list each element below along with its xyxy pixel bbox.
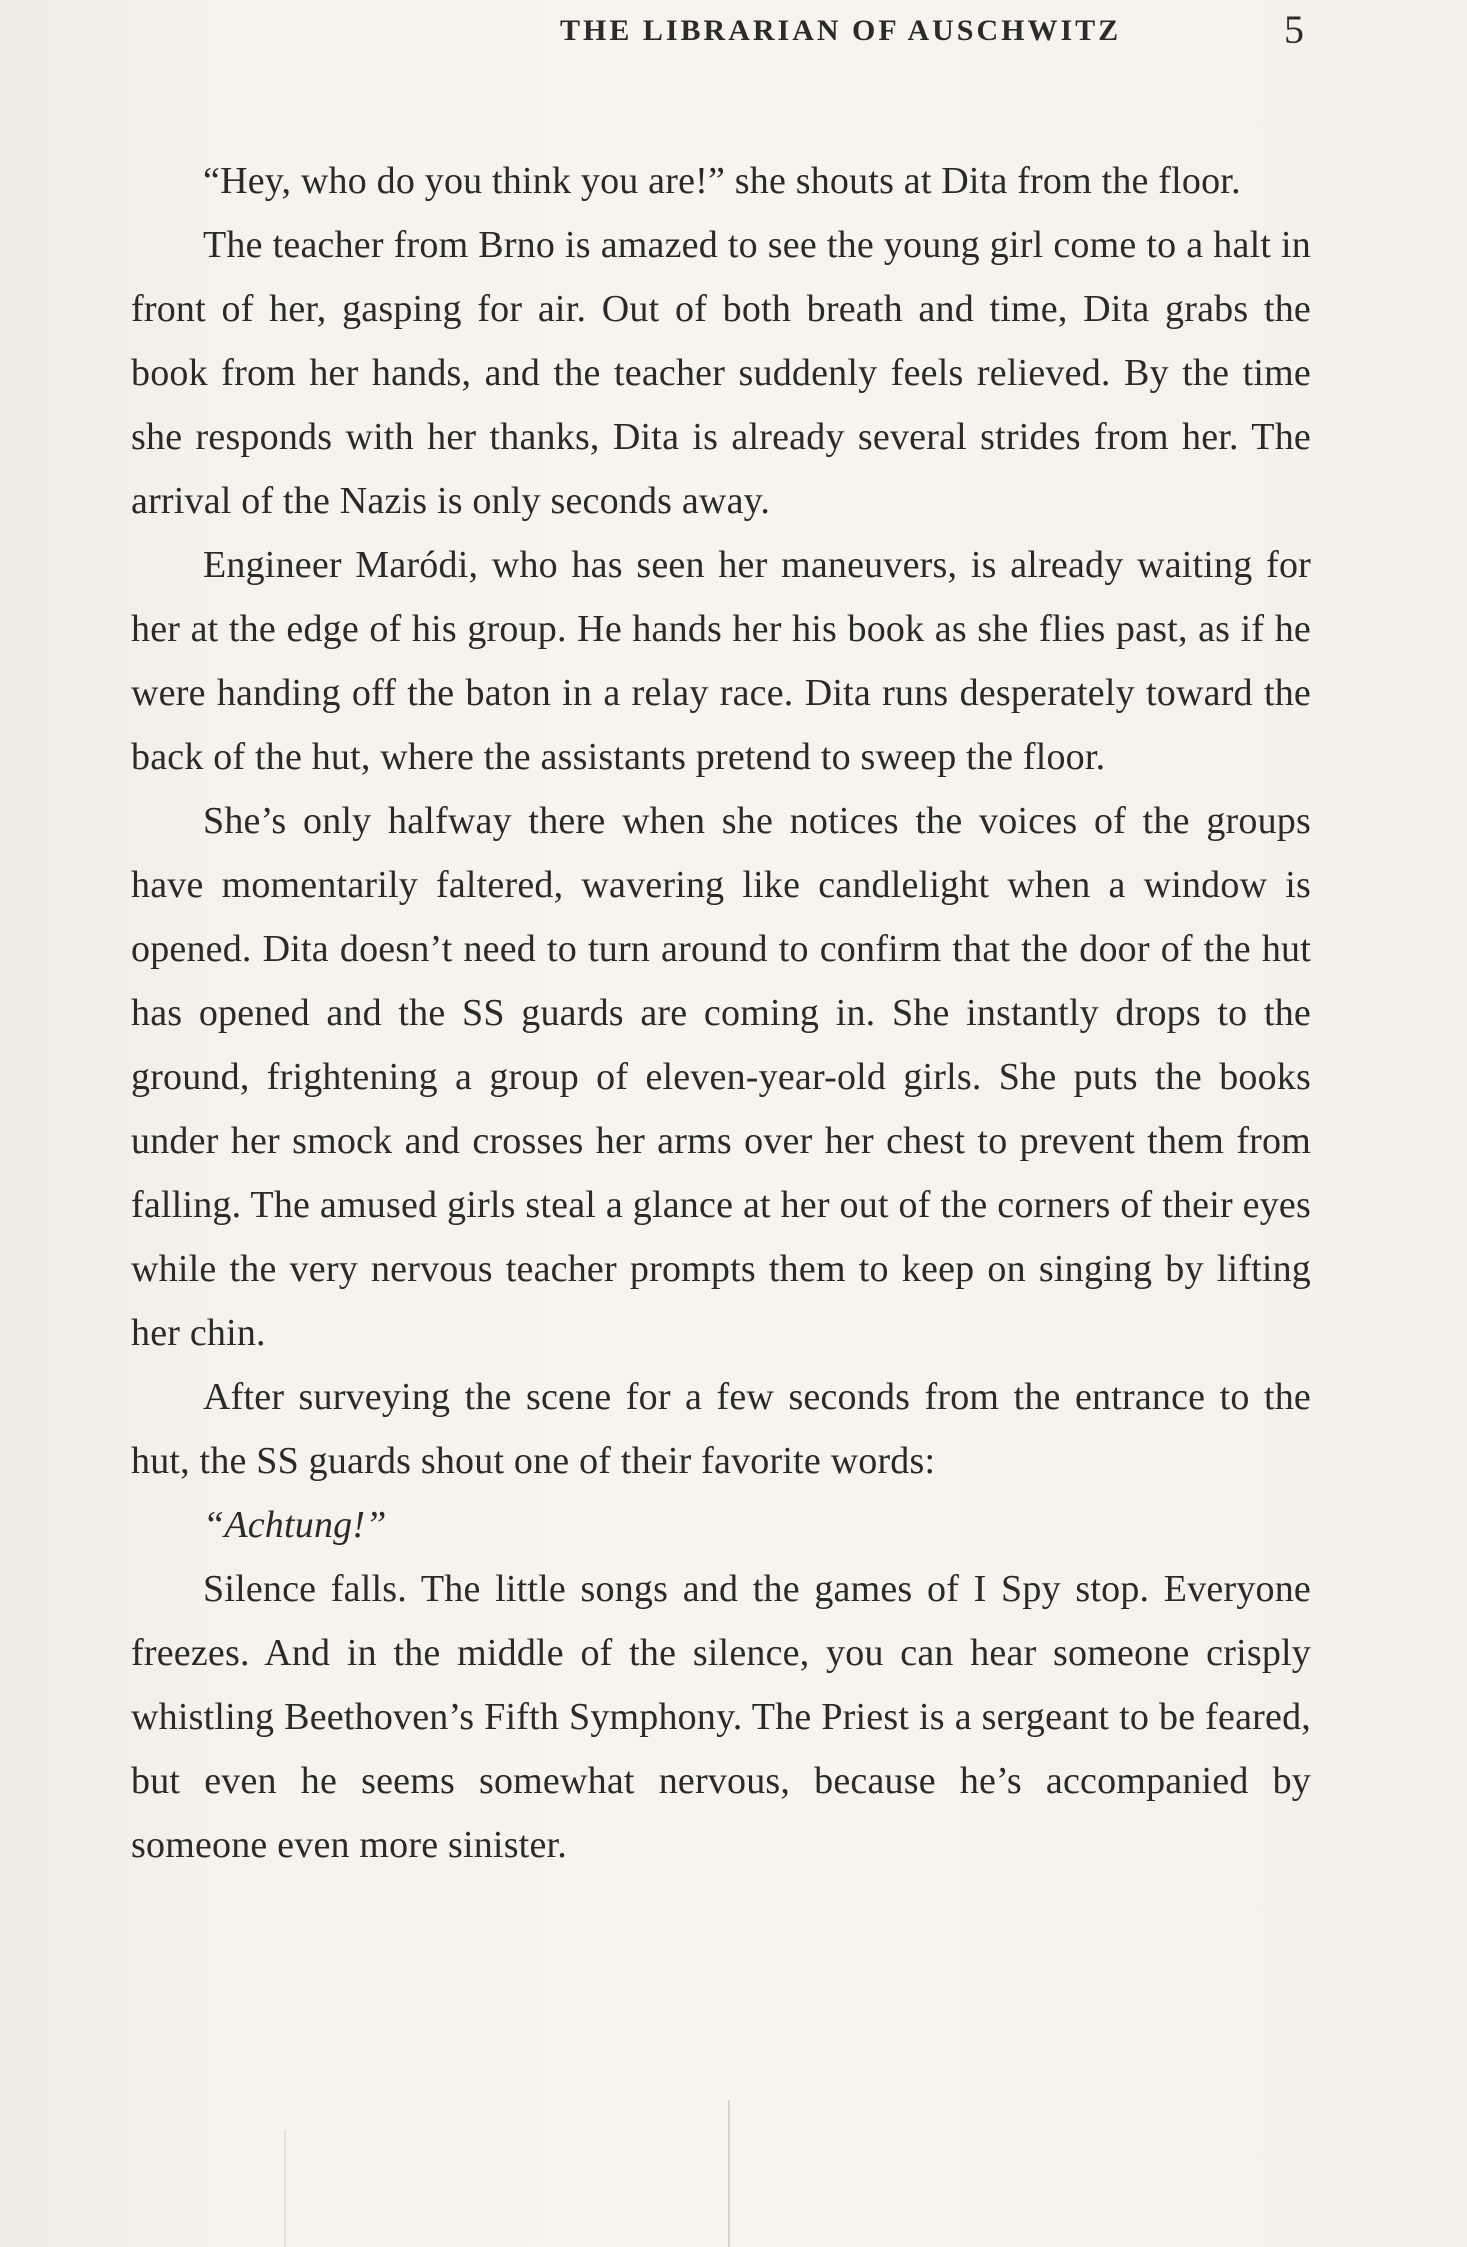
paragraph: “Hey, who do you think you are!” she shouts at Dita from the floor. [203,160,1241,202]
running-header-title: THE LIBRARIAN OF AUSCHWITZ [560,14,1122,47]
paragraph: Silence falls. The little songs and the games of I Spy stop. Everyone freezes. And in the middle of the silence, you can hear someone crisply whistling Beethoven’s Fifth Symphony. The Priest is a sergeant to be feared, but even he seems somewhat nervous, because he’s accompanied by someone even more sinister. [131,1568,1311,1866]
paragraph: After surveying the scene for a few seconds from the entrance to the hut, the SS guards shout one of their favorite words: [131,1376,1311,1482]
scan-artifact-line [284,2130,286,2247]
paragraph: She’s only halfway there when she notices the voices of the groups have momentarily faltered, wavering like candlelight when a window is opened. Dita doesn’t need to turn around to confirm that the door of the hut has opened and the SS guards are coming in. She instantly drops to the ground, frightening a group of eleven-year-old girls. She puts the books under her smock and crosses her arms over her chest to prevent them from falling. The amused girls steal a glance at her out of the corners of their eyes while the very nervous teacher prompts them to keep on singing by lifting her chin. [131,800,1311,1354]
paragraph-exclamation: “Achtung!” [203,1504,387,1546]
page-body [131,149,1311,1877]
paragraph: Engineer Maródi, who has seen her maneuvers, is already waiting for her at the edge of his group. He hands her his book as she flies past, as if he were handing off the baton in a relay race. Dita runs desperately toward the back of the hut, where the assistants pretend to sweep the floor. [131,544,1311,778]
page-number: 5 [1284,7,1304,52]
scan-artifact-line [728,2100,730,2247]
paragraph: The teacher from Brno is amazed to see the young girl come to a halt in front of her, gasping for air. Out of both breath and time, Dita grabs the book from her hands, and the teacher suddenly feels relieved. By the time she responds with her thanks, Dita is already several strides from her. The arrival of the Nazis is only seconds away. [131,224,1311,522]
